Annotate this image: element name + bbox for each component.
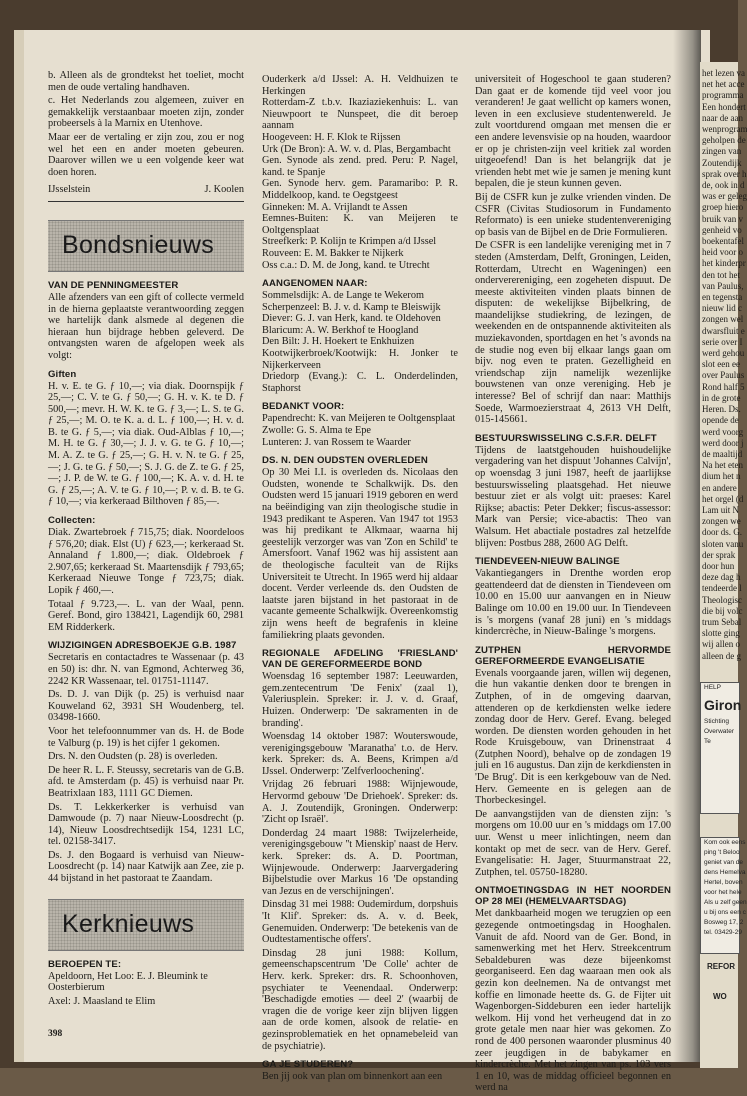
advert-help-giro <box>700 682 740 814</box>
list-item: Blaricum: A. W. Berkhof te Hoogland <box>262 324 419 336</box>
paragraph: Totaal ƒ 9.723,—. L. van der Waal, penn. Geref. Bond, giro 138421, Lagendijk 60, 2981 EM Ridderkerk. <box>48 598 244 633</box>
paragraph: c. Het Nederlands zou algemeen, zuiver en gemakkelijk verstaanbaar moeten zijn, zonder probeersels à la Marnix en Utenhove. <box>48 95 244 130</box>
text-line: wij allen o <box>702 639 740 650</box>
heading-regionale-afdeling: REGIONALE AFDELING 'FRIESLAND' VAN DE GEREFORMEERDE BOND <box>262 648 458 671</box>
facing-page-text <box>702 68 747 662</box>
list-item: Papendrecht: K. van Meijeren te Ooltgensplaat <box>262 413 456 425</box>
ad-text: Stichting <box>704 718 729 725</box>
text-line: heid voor o <box>702 247 743 258</box>
paragraph: Axel: J. Maasland te Elim <box>48 995 156 1007</box>
author-signature <box>48 184 244 202</box>
paragraph: Dinsdag 28 juni 1988: Kollum, gemeenschapscentrum 'De Colle' achter de Herv. kerk. Spreker: drs. R. Schoonhoven, psychiater te Veenendaal. Onderwerp: 'Beschadigde emoties — deel 2' (waarbij de vragen die de vorige keer zijn blijven liggen aan de orde komen, alsook de relatie- en gezinsproblematiek en het opnamebeleid van de psychiatrie). <box>262 947 458 1052</box>
paragraph: Dinsdag 31 mei 1988: Oudemirdum, dorpshuis 'It Klif'. Spreker: ds. A. v. d. Beek, Genemuiden. Onderwerp: 'De betekenis van de Oudtestamentische offers'. <box>262 899 458 946</box>
paragraph: Ds. J. den Bogaard is verhuisd van Nieuw-Loosdrecht (p. 14) naar Katwijk aan Zee, zie p. 44 bijstand in het pastoraat te Zaandam. <box>48 849 244 885</box>
text-line: groep hiero <box>702 202 744 213</box>
list-item: Driedorp (Evang.): C. L. Onderdelinden, Staphorst <box>262 371 458 394</box>
page-number: 398 <box>48 1029 63 1039</box>
ad-text: Als u zelf geen <box>704 899 747 906</box>
advert-camping <box>700 837 747 954</box>
text-line: slot een ee <box>702 359 740 370</box>
text-line: werd door j <box>702 437 744 448</box>
paragraph: Diak. Zwartebroek ƒ 715,75; diak. Noordeloos ƒ 576,20; diak. Elst (U) ƒ 623,—; kerkeraad St. Annaland ƒ 1.800,—; diak. Oldebroek ƒ 2.907,65; kerkeraad St. Maartensdijk ƒ 793,65; Kerkeraad Nieuwe Tonge ƒ 723,75; diak. Lopik ƒ 460,—. <box>48 527 244 596</box>
heading-tiendeveen: TIENDEVEEN-NIEUW BALINGE <box>475 556 620 568</box>
text-line: Theologisc <box>702 594 742 605</box>
list-item: Oss c.a.: D. M. de Jong, kand. te Utrecht <box>262 259 430 271</box>
paragraph: Maar eer de vertaling er zijn zou, zou er nog wel het een en ander moeten gebeuren. Daarover willen we u een volgende keer wat doen horen. <box>48 131 244 178</box>
heading-ontmoetingsdag: ONTMOETINGSDAG IN HET NOORDEN OP 28 MEI (HEMELVAARTSDAG) <box>475 885 671 908</box>
paragraph: Secretaris en contactadres te Wassenaar (p. 43 en 50) is: dhr. N. van Egmond, Achterweg 36, 2242 KR Wassenaar, tel. 01751-11147. <box>48 652 244 687</box>
list-item: Lunteren: J. van Rossem te Waarder <box>262 436 411 448</box>
heading-aangenomen: AANGENOMEN NAAR: <box>262 278 368 290</box>
heading-giften: Giften <box>48 368 77 380</box>
heading-bedankt: BEDANKT VOOR: <box>262 401 345 413</box>
text-line: serie over I <box>702 336 743 347</box>
text-line: der sprak <box>702 549 736 560</box>
text-line: was er geleg <box>702 191 747 202</box>
ad-text: HELP <box>704 684 721 691</box>
column-right <box>475 74 671 1096</box>
paragraph: Tijdens de laatstgehouden huishoudelijke vergadering van het dispuut 'Johannes Calvijn', op woensdag 3 juni 1987, heeft de jaarlijkse bestuurswisseling plaatsgehad. Het nieuwe bestuur ziet er als volgt uit: praeses: Karel Rijkse; abactis: Peter Dekker; fiscus-assessor: Mark van Persie; vice-abactis: Theo van Walsum. Het abactiale postadres zal hetzelfde blijven: Postbus 288, 2600 AG Delft. <box>475 444 671 549</box>
heading-beroepen: BEROEPEN TE: <box>48 958 122 970</box>
text-line: Een hondert <box>702 101 746 112</box>
ad-text: Kom ook eens <box>704 839 746 846</box>
list-item: Kootwijkerbroek/Kootwijk: H. Jonker te Nijkerkerveen <box>262 348 458 371</box>
list-item: Diever: G. J. van Herk, kand. te Oldehoven <box>262 313 441 325</box>
list-item: Den Bilt: J. H. Hoekert te Enkhuizen <box>262 336 415 348</box>
page-gutter-shadow <box>673 30 701 1062</box>
paragraph: Ds. T. Lekkerkerker is verhuisd van Damwoude (p. 7) naar Nieuw-Loosdrecht (p. 14), Nieuw Loosdrechtsedijk 154, 1231 LC, tel. 02158-3417. <box>48 801 244 848</box>
paragraph: Op 30 Mei I.I. is overleden ds. Nicolaas den Oudsten, wonende te Schalkwijk. Ds. den Oudsten werd 15 januari 1919 geboren en werd na beëindiging van zijn theologische studie in 1943 predikant te Asperen. Van 1947 tot 1953 was hij predikant te Alkmaar, waarna hij geestelijk verzorger was van 'Zon en Schild' te Amersfoort. Vanaf 1962 was hij assistent aan de theologische faculteit van de Rijks Universiteit te Utrecht. In 1965 werd hij aldaar docent. Verder verleende ds. den Oudsten de laatste jaren bijstand in het pastoraat in de vacante gemeente Schalkwijk. Overeenkomstig zijn wens heeft de begrafenis in kleine familiekring plaats gevonden. <box>262 467 458 641</box>
text-line: Rond half 5 <box>702 381 745 392</box>
paragraph: Vakantiegangers in Drenthe worden erop geattendeerd dat de diensten in Tiendeveen om 10.00 en 15.00 uur aanvangen en in Nieuw Balinge om 10.00 en 19.00 uur. In Tiendeveen is 's morgens (vanaf 28 juni) en 's middags kindercrèche, in Nieuw-Balinge 's morgens. <box>475 568 671 638</box>
paragraph: universiteit of Hogeschool te gaan studeren? Dan gaat er de komende tijd veel voor jou veranderen! Je gaat wellicht op kamers wonen, leven in een exclusieve studentenwereld. Je zult voortdurend omgaan met mensen die er een andere levensvisie op na houden, waardoor er op je christen-zijn veel kritiek zal worden uitgeoefend! Dan is het belangrijk dat je vrienden hebt met wie je samen je mening kunt bepalen, die je steun kunnen geven. <box>475 74 671 190</box>
paragraph: Ben jij ook van plan om binnenkort aan een <box>262 1071 443 1083</box>
text-line: en tegensta <box>702 292 743 303</box>
ad-text: u bij ons een c <box>704 909 746 916</box>
ad-text: REFOR <box>707 962 735 971</box>
list-item: Streefkerk: P. Kolijn te Krimpen a/d IJssel <box>262 236 437 248</box>
text-line: slotte ging <box>702 628 740 639</box>
ad-text: tel. 03429-29 <box>704 929 742 936</box>
text-line: trum Sebal <box>702 616 742 627</box>
text-line: over Paulus <box>702 370 745 381</box>
column-middle <box>262 74 458 1085</box>
paragraph: De CSFR is een landelijke vereniging met in 7 steden (Amsterdam, Delft, Groningen, Leiden, Rotterdam, Utrecht en Wageningen) een onderverereniging, een zogeheten dispuut. De meeste aktiviteiten vinden plaats binnen de disputen: de wekelijkse Bijbelkring, de maandelijkse studiekring, de lezingen, de weekenden en de ontspannende aktiviteiten als muziekavonden, sportdagen en het 's avonds na de studie nog even bij elkaar langs gaan om bijv. nog even te praten. Gezelligheid en vriendschap zijn namelijk wezenlijke bouwstenen van onze vereniging. Heb je interesse? Bel of schrijf dan naar: Matthijs Soede, Warmoezierstraat 4, 2613 VH Delft, 015-145661. <box>475 240 671 426</box>
paragraph: Bij de CSFR kun je zulke vrienden vinden. De CSFR (Civitas Studiosorum in Fundamento Reformato) is een unieke studentenvereniging op basis van de Bijbel en de Drie Formulieren. <box>475 191 671 238</box>
text-line: nieuw lid c <box>702 303 742 314</box>
paragraph: Vrijdag 26 februari 1988: Wijnjewoude, Hervormd gebouw 'De Driehoek'. Spreker: ds. A. J. Zoutendijk, Groningen. Onderwerp: 'Zicht op Israël'. <box>262 779 458 826</box>
text-line: de maaltijd <box>702 448 743 459</box>
section-banner-kerknieuws <box>48 899 244 951</box>
list-item: Gen. Synode herv. gem. Paramaribo: P. R. Middelkoop, kand. te Oegstgeest <box>262 178 458 201</box>
heading-adresboekje: WIJZIGINGEN ADRESBOEKJE G.B. 1987 <box>48 640 237 652</box>
text-line: dwarsfluit e <box>702 325 745 336</box>
ad-text: voor het hele <box>704 889 742 896</box>
paragraph: Woensdag 16 september 1987: Leeuwarden, gem.zentecentrum 'De Fenix' (zaal 1), Valeriusplein. Spreker: ir. J. v. d. Graaf, Huizen. Onderwerp: 'De sakramenten in de branding'. <box>262 671 458 729</box>
ad-text: WO <box>713 992 727 1001</box>
paragraph: Alle afzenders van een gift of collecte vermeld in de hierna geplaatste verantwoording zeggen we hartelijk dank alsmede al degenen die hieraan hun bijdrage hebben geleverd. De ontvangsten waren de afgelopen week als volgt: <box>48 291 244 361</box>
paragraph: Evenals voorgaande jaren, willen wij degenen, die hun vakantie denken door te brengen in Zutphen, of in de omgeving daarvan, attenderen op de kerkdiensten welke iedere zondag door de Herv. Geref. Evang. beleged worden. De diensten worden gehouden in het Rode Kruisgebouw, van Drinenstraat 4 (Zutphen Noord), behalve op de zondagen 19 juli en 16 augustus. Dan zijn de kerkdiensten in 'De Brug'. Dit is een kerkgebouw van de Ned. Herv. Gemeente en is gelegen aan de Thorbeckesingel. <box>475 667 671 807</box>
text-line: door hun <box>702 560 735 571</box>
text-line: zongen wel <box>702 314 744 325</box>
list-item: Gen. Synode als zend. pred. Peru: P. Nagel, kand. te Spanje <box>262 155 458 178</box>
text-line: Na het eten <box>702 460 743 471</box>
list-item: Urk (De Bron): A. W. v. d. Plas, Bergambacht <box>262 143 451 155</box>
paragraph: Donderdag 24 maart 1988: Twijzelerheide, verenigingsgebouw ''t Mienskip' naast de Herv. kerk. Spreker: ds. A. D. Poortman, Wijnjewoude. Onderwerp: Jaarvergadering Bijbelstudie over Markus 16 'De opstanding van Jezus en de verschijningen'. <box>262 827 458 897</box>
text-line: de, ook in d <box>702 180 745 191</box>
text-line: Heren. Ds. <box>702 404 741 415</box>
text-line: werd gehou <box>702 348 745 359</box>
list-item: Rotterdam-Z t.b.v. Ikaziaziekenhuis: L. van Nieuwpoort te Nunspeet, die dit beroep aannam <box>262 97 458 132</box>
text-line: het kinderpr <box>702 258 746 269</box>
banner-title: Kerknieuws <box>62 909 195 938</box>
column-left <box>48 70 244 1009</box>
ad-text: geniet van de <box>704 859 744 866</box>
paragraph: H. v. E. te G. ƒ 10,—; via diak. Doornspijk ƒ 25,—; C. V. te G. ƒ 50,—; G. H. v. K. te D. ƒ 500,—; mevr. H. W. K. te G. ƒ 3,—; L. S. te G. ƒ 25,—; M. O. te K. a. d. L. ƒ 100,—; H. v. d. B. te G. ƒ 5,—; via diak. Oud-Alblas ƒ 10,—; M. H. te G. ƒ 30,—; J. J. v. G. te G. ƒ 10,—; M. A. Z. te G. ƒ 25,—; G. H. v. N. te G. ƒ 25,—; J. G. te G. ƒ 50,—; S. J. G. de Z. te G. ƒ 25,—; J. P. de W. te G. ƒ 100,—; K. A. v. d. H. te G. ƒ 25,—; A. V. te G. ƒ 10,—; P. v. d. B. te G. ƒ 10,—; via kerkeraad Bilthoven ƒ 85,—. <box>48 380 244 508</box>
heading-oudsten: DS. N. DEN OUDSTEN OVERLEDEN <box>262 455 428 467</box>
paragraph: Voor het telefoonnummer van ds. H. de Bode te Valburg (p. 19) is het cijfer 1 gekomen. <box>48 725 244 749</box>
text-line: Zoutendijk <box>702 157 742 168</box>
text-line: boekentafel <box>702 236 744 247</box>
text-line: in de grote <box>702 392 741 403</box>
text-line: wenprogram <box>702 124 747 135</box>
text-line: sloten vanu <box>702 538 744 549</box>
ad-text: Bosweg 17, 2 <box>704 919 744 926</box>
text-line: werd voorg <box>702 426 744 437</box>
heading-zutphen: ZUTPHEN HERVORMDE GEREFORMEERDE EVANGELISATIE <box>475 644 671 667</box>
list-item: Eemnes-Buiten: K. van Meijeren te Ooltgensplaat <box>262 213 458 236</box>
signature-place: IJsselstein <box>48 184 91 196</box>
ad-text: Hertel, boven <box>704 879 743 886</box>
ad-text: dens Hemelva <box>704 869 746 876</box>
paragraph: De heer R. L. F. Steussy, secretaris van de G.B. afd. te Amsterdam (p. 45) is verhuisd naar Pr. Beatrixlaan 183, 1111 GC Diemen. <box>48 764 244 799</box>
text-line: door ds. G. <box>702 527 742 538</box>
paragraph: Met dankbaarheid mogen we terugzien op een gezegende ontmoetingsdag in Hooghalen. Vanuit de afd. Noord van de Ger. Bond, in samenwerking met het Herv. Streekcentrum Sebaldeburen was deze bijeenkomst georganiseerd. Een dag waaraan men ook als gezin kon deelnemen. Na de ontvangst met koffie en limonade heette ds. G. de Fijter uit Wagenborgen-Siddeburen een ieder hartelijk welkom. Hij vond het verheugend dat in zo grote getale men naar hier was gekomen. Zo rond de 400 personen waaronder plusminus 40 zeer jeugdigen in de babykamer en kindercrèche. Met het zingen van ps. 103 vers 1 en 10, was de middag officieel begonnen en werd na <box>475 908 671 1094</box>
ad-text: Giron <box>704 697 742 713</box>
text-line: net het acce <box>702 79 745 90</box>
facing-page-fragment <box>700 62 747 1068</box>
list-item: Hoogeveen: H. F. Klok te Rijssen <box>262 131 401 143</box>
heading-bestuurswisseling: BESTUURSWISSELING C.S.F.R. DELFT <box>475 432 657 444</box>
text-line: genheid vo <box>702 224 742 235</box>
text-line: zongen we <box>702 516 741 527</box>
list-item: Sommelsdijk: A. de Lange te Wekerom <box>262 290 424 302</box>
text-line: tendeerde l <box>702 583 742 594</box>
text-line: sprak over h <box>702 168 747 179</box>
paragraph: De aanvangstijden van de diensten zijn: 's morgens om 10.00 uur en 's middags om 17.00 uur. Wenst u meer inlichtingen, neem dan kontakt op met de secr. van de Herv. Geref. Evangelisatie: H. Jager, Stuurmanstraat 22, Zutphen, tel. 05750-18280. <box>475 808 671 878</box>
ad-text: Overwater <box>704 728 734 735</box>
text-line: die bij volc <box>702 605 743 616</box>
ad-text: Te <box>704 738 711 745</box>
list-item: Zwolle: G. S. Alma te Epe <box>262 425 371 437</box>
text-line: Lam uit N <box>702 504 739 515</box>
banner-title: Bondsnieuws <box>62 231 215 260</box>
paragraph: Woensdag 14 oktober 1987: Wouterswoude, verenigingsgebouw 'Maranatha' t.o. de Herv. kerk. Spreker: ds. A. Beens, Krimpen a/d IJssel. Onderwerp: 'Zelfverloochening'. <box>262 731 458 777</box>
text-line: geholpen de <box>702 135 746 146</box>
heading-penningmeester: VAN DE PENNINGMEESTER <box>48 279 179 291</box>
list-item: Scherpenzeel: B. J. v. d. Kamp te Bleiswijk <box>262 301 441 313</box>
paragraph: b. Alleen als de grondtekst het toeliet, mocht men de oude vertaling handhaven. <box>48 70 244 93</box>
text-line: programma <box>702 90 744 101</box>
text-line: naar de aan <box>702 112 743 123</box>
list-item: Rouveen: E. M. Bakker te Nijkerk <box>262 247 404 259</box>
ad-text: ping 't Beloo <box>704 849 740 856</box>
signature-name: J. Koolen <box>204 184 244 196</box>
text-line: deze dag h <box>702 572 741 583</box>
heading-studeren: GA JE STUDEREN? <box>262 1059 354 1071</box>
text-line: het orgel (d <box>702 493 744 504</box>
text-line: het lezen va <box>702 68 745 78</box>
heading-collecten: Collecten: <box>48 515 96 527</box>
text-line: opende de <box>702 415 739 426</box>
text-line: bruik van v <box>702 213 743 224</box>
text-line: dium het n <box>702 471 741 482</box>
list-item: Ouderkerk a/d IJssel: A. H. Veldhuizen te Herkingen <box>262 74 458 97</box>
text-line: zingen van <box>702 146 742 157</box>
text-line: van Paulus, <box>702 280 744 291</box>
paragraph: Apeldoorn, Het Loo: E. J. Bleumink te Oosterbierum <box>48 970 208 994</box>
text-line: en andere <box>702 482 737 493</box>
paragraph: Ds. D. J. van Dijk (p. 25) is verhuisd naar Kouweland 62, 3931 SH Woudenberg, tel. 03498-1660. <box>48 689 244 724</box>
text-line: den tot het <box>702 269 740 280</box>
list-item: Ginneken: M. A. Vrijlandt te Assen <box>262 201 408 213</box>
text-line: alleen de g <box>702 650 741 661</box>
paragraph: Drs. N. den Oudsten (p. 28) is overleden. <box>48 751 218 763</box>
section-banner-bondsnieuws <box>48 220 244 272</box>
